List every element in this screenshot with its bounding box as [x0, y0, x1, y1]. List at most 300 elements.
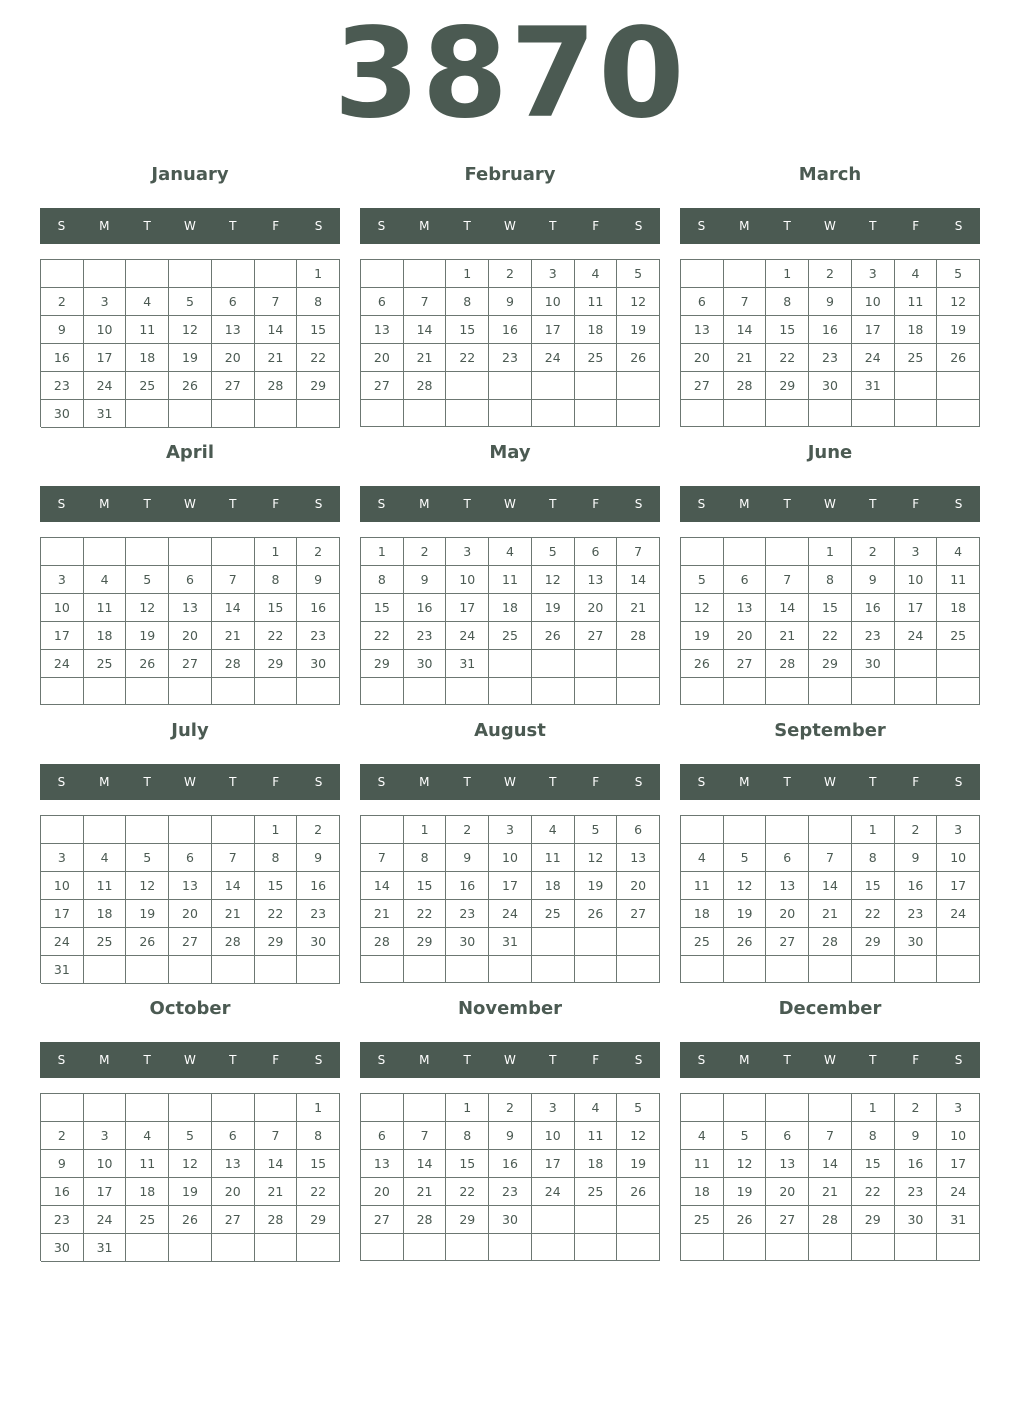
day-cell [575, 678, 618, 705]
day-cell: 7 [255, 1122, 298, 1150]
day-cell: 19 [575, 872, 618, 900]
day-cell [126, 260, 169, 288]
day-cell [361, 956, 404, 983]
day-cell: 3 [489, 816, 532, 844]
day-cell: 13 [361, 1150, 404, 1178]
day-cell: 16 [489, 1150, 532, 1178]
day-cell: 18 [937, 594, 980, 622]
day-cell: 1 [809, 538, 852, 566]
day-cell: 2 [41, 288, 84, 316]
weekday-header [680, 208, 980, 244]
weekday-label: W [504, 219, 516, 233]
day-cell [575, 956, 618, 983]
day-cell: 9 [895, 844, 938, 872]
weekday-label: F [592, 775, 600, 789]
weekday-label: F [272, 497, 280, 511]
day-cell [255, 400, 298, 428]
day-cell: 16 [41, 344, 84, 372]
day-cell: 28 [617, 622, 660, 650]
month-june [680, 438, 980, 708]
day-cell: 14 [766, 594, 809, 622]
day-cell: 10 [41, 872, 84, 900]
day-cell: 27 [766, 928, 809, 956]
day-cell: 17 [532, 1150, 575, 1178]
day-grid [360, 537, 660, 705]
day-cell [532, 1234, 575, 1261]
day-cell: 24 [84, 1206, 127, 1234]
day-cell [532, 372, 575, 400]
day-cell: 12 [169, 1150, 212, 1178]
day-cell: 27 [212, 1206, 255, 1234]
weekday-label: T [869, 219, 877, 233]
day-cell [212, 260, 255, 288]
day-cell: 2 [895, 816, 938, 844]
weekday-label: F [272, 775, 280, 789]
day-cell [617, 372, 660, 400]
day-cell: 23 [404, 622, 447, 650]
day-cell [361, 678, 404, 705]
weekday-label: T [869, 497, 877, 511]
month-july [40, 716, 340, 986]
day-cell: 29 [297, 1206, 340, 1234]
day-cell: 18 [126, 344, 169, 372]
day-cell: 3 [895, 538, 938, 566]
weekday-label: T [549, 1053, 557, 1067]
day-cell: 24 [895, 622, 938, 650]
day-cell: 26 [724, 1206, 767, 1234]
month-name: January [151, 164, 229, 185]
day-cell: 15 [852, 872, 895, 900]
weekday-header [680, 764, 980, 800]
weekday-label: S [697, 219, 706, 233]
day-cell: 2 [809, 260, 852, 288]
day-cell [852, 1234, 895, 1261]
day-cell [255, 956, 298, 984]
day-cell: 16 [809, 316, 852, 344]
day-cell [169, 260, 212, 288]
day-cell [575, 400, 618, 427]
day-cell: 3 [84, 288, 127, 316]
day-cell [937, 372, 980, 400]
weekday-label: F [272, 219, 280, 233]
day-cell: 18 [532, 872, 575, 900]
weekday-label: S [57, 497, 66, 511]
day-cell: 29 [297, 372, 340, 400]
weekday-label: M [419, 1053, 430, 1067]
day-cell: 1 [255, 538, 298, 566]
day-cell: 27 [724, 650, 767, 678]
day-grid [680, 537, 980, 705]
day-cell: 5 [169, 1122, 212, 1150]
day-cell: 21 [809, 1178, 852, 1206]
weekday-label: W [504, 1053, 516, 1067]
day-cell: 30 [809, 372, 852, 400]
weekday-header [360, 1042, 660, 1078]
day-cell: 27 [766, 1206, 809, 1234]
weekday-label: T [463, 775, 471, 789]
day-cell: 27 [169, 650, 212, 678]
day-cell: 19 [169, 344, 212, 372]
day-cell [169, 1234, 212, 1262]
day-grid [360, 259, 660, 427]
day-cell: 21 [404, 344, 447, 372]
day-cell: 26 [617, 344, 660, 372]
weekday-label: W [184, 219, 196, 233]
day-cell [766, 1094, 809, 1122]
day-cell: 11 [681, 872, 724, 900]
day-cell: 28 [212, 928, 255, 956]
day-cell: 30 [446, 928, 489, 956]
day-cell [681, 678, 724, 705]
weekday-label: T [229, 497, 237, 511]
day-cell: 22 [446, 1178, 489, 1206]
day-cell: 31 [41, 956, 84, 984]
weekday-label: F [592, 497, 600, 511]
day-cell [404, 400, 447, 427]
day-cell: 8 [255, 844, 298, 872]
day-cell [681, 260, 724, 288]
day-cell: 14 [724, 316, 767, 344]
day-cell: 17 [84, 344, 127, 372]
day-cell: 2 [297, 538, 340, 566]
day-cell [126, 816, 169, 844]
day-cell: 12 [937, 288, 980, 316]
day-cell [84, 956, 127, 984]
day-cell: 30 [895, 1206, 938, 1234]
day-cell: 9 [489, 1122, 532, 1150]
day-cell [809, 1234, 852, 1261]
day-cell: 9 [446, 844, 489, 872]
day-cell: 21 [809, 900, 852, 928]
day-grid [360, 815, 660, 983]
day-cell: 25 [575, 1178, 618, 1206]
weekday-label: M [99, 497, 110, 511]
weekday-label: M [739, 775, 750, 789]
day-cell: 15 [446, 1150, 489, 1178]
day-cell: 23 [895, 900, 938, 928]
day-cell: 21 [617, 594, 660, 622]
month-name: May [489, 442, 531, 463]
day-cell [212, 816, 255, 844]
day-cell [169, 1094, 212, 1122]
day-cell: 28 [404, 372, 447, 400]
weekday-label: M [99, 219, 110, 233]
day-cell [361, 400, 404, 427]
day-cell: 29 [852, 1206, 895, 1234]
day-cell: 6 [361, 1122, 404, 1150]
day-cell [212, 400, 255, 428]
weekday-label: M [739, 497, 750, 511]
weekday-label: S [634, 497, 643, 511]
day-cell [446, 678, 489, 705]
day-cell: 25 [126, 1206, 169, 1234]
day-cell: 16 [895, 1150, 938, 1178]
day-cell [532, 400, 575, 427]
day-grid [360, 1093, 660, 1261]
day-cell: 12 [126, 872, 169, 900]
day-cell: 26 [169, 1206, 212, 1234]
day-cell [212, 678, 255, 705]
day-cell [724, 1234, 767, 1261]
weekday-label: T [549, 775, 557, 789]
day-cell: 11 [84, 594, 127, 622]
day-cell: 15 [809, 594, 852, 622]
day-cell: 12 [126, 594, 169, 622]
day-cell: 9 [41, 316, 84, 344]
day-cell [617, 928, 660, 956]
day-cell: 19 [724, 1178, 767, 1206]
month-name: November [457, 998, 563, 1019]
day-cell: 22 [255, 622, 298, 650]
day-cell: 11 [575, 288, 618, 316]
day-cell [446, 400, 489, 427]
day-cell: 12 [724, 1150, 767, 1178]
day-cell [895, 678, 938, 705]
day-cell: 29 [446, 1206, 489, 1234]
day-cell: 28 [766, 650, 809, 678]
day-cell [169, 400, 212, 428]
day-cell: 10 [84, 316, 127, 344]
day-cell: 1 [297, 260, 340, 288]
day-cell: 16 [895, 872, 938, 900]
month-name: June [807, 442, 853, 463]
day-cell [852, 400, 895, 427]
day-cell [41, 816, 84, 844]
day-cell: 31 [84, 1234, 127, 1262]
weekday-label: S [634, 1053, 643, 1067]
day-cell: 27 [212, 372, 255, 400]
day-cell: 9 [895, 1122, 938, 1150]
day-cell: 12 [575, 844, 618, 872]
day-cell: 28 [255, 372, 298, 400]
day-cell [212, 538, 255, 566]
day-cell: 4 [575, 1094, 618, 1122]
day-cell: 4 [681, 844, 724, 872]
day-cell: 6 [617, 816, 660, 844]
day-cell [937, 928, 980, 956]
month-name: February [464, 164, 556, 185]
weekday-label: M [99, 775, 110, 789]
day-cell: 3 [532, 260, 575, 288]
weekday-label: F [912, 1053, 920, 1067]
day-cell: 19 [724, 900, 767, 928]
day-cell: 15 [297, 316, 340, 344]
day-cell [617, 678, 660, 705]
day-cell: 28 [809, 1206, 852, 1234]
day-cell [126, 538, 169, 566]
day-cell [404, 1234, 447, 1261]
day-cell [84, 260, 127, 288]
day-cell: 29 [809, 650, 852, 678]
day-cell: 22 [255, 900, 298, 928]
day-cell [895, 372, 938, 400]
day-cell: 27 [575, 622, 618, 650]
day-cell: 26 [126, 928, 169, 956]
weekday-label: S [377, 1053, 386, 1067]
month-october [40, 994, 340, 1264]
day-cell: 20 [169, 900, 212, 928]
day-cell: 20 [169, 622, 212, 650]
day-cell [212, 1234, 255, 1262]
weekday-label: W [504, 497, 516, 511]
day-cell [681, 538, 724, 566]
day-cell: 30 [297, 928, 340, 956]
day-cell: 13 [681, 316, 724, 344]
day-grid [680, 259, 980, 427]
year-title: 3870 [333, 2, 687, 146]
day-cell [532, 650, 575, 678]
day-cell: 26 [575, 900, 618, 928]
day-cell: 18 [681, 1178, 724, 1206]
day-cell [724, 1094, 767, 1122]
day-cell: 7 [212, 844, 255, 872]
day-cell: 15 [361, 594, 404, 622]
day-cell: 23 [297, 622, 340, 650]
day-cell [255, 1094, 298, 1122]
day-cell: 20 [681, 344, 724, 372]
day-cell: 16 [41, 1178, 84, 1206]
day-cell: 24 [41, 928, 84, 956]
day-cell [617, 650, 660, 678]
day-cell: 7 [361, 844, 404, 872]
day-cell: 22 [361, 622, 404, 650]
day-cell: 22 [297, 1178, 340, 1206]
day-cell: 19 [169, 1178, 212, 1206]
day-cell: 5 [126, 844, 169, 872]
weekday-label: T [229, 219, 237, 233]
day-cell [446, 372, 489, 400]
day-cell: 8 [446, 1122, 489, 1150]
day-grid [40, 815, 340, 983]
weekday-label: S [697, 1053, 706, 1067]
day-cell: 17 [937, 872, 980, 900]
day-cell: 28 [361, 928, 404, 956]
day-cell: 23 [489, 344, 532, 372]
weekday-label: T [869, 775, 877, 789]
weekday-label: W [824, 219, 836, 233]
day-cell [575, 650, 618, 678]
day-cell [41, 678, 84, 705]
weekday-label: F [912, 775, 920, 789]
day-cell: 1 [255, 816, 298, 844]
day-cell [809, 816, 852, 844]
weekday-label: S [57, 219, 66, 233]
day-cell [575, 928, 618, 956]
day-cell: 6 [724, 566, 767, 594]
weekday-label: S [697, 497, 706, 511]
weekday-label: S [314, 497, 323, 511]
weekday-label: T [549, 497, 557, 511]
month-name: April [165, 442, 215, 463]
month-november [360, 994, 660, 1264]
day-cell: 14 [255, 1150, 298, 1178]
day-cell: 11 [895, 288, 938, 316]
day-cell [766, 956, 809, 983]
day-cell [361, 816, 404, 844]
day-cell: 3 [532, 1094, 575, 1122]
day-cell [361, 1094, 404, 1122]
day-cell: 24 [489, 900, 532, 928]
month-name: December [778, 998, 882, 1019]
weekday-label: S [314, 775, 323, 789]
day-cell: 17 [489, 872, 532, 900]
day-grid [40, 537, 340, 705]
weekday-label: S [377, 219, 386, 233]
day-cell: 17 [937, 1150, 980, 1178]
day-cell [617, 1234, 660, 1261]
day-cell: 21 [404, 1178, 447, 1206]
day-cell [126, 956, 169, 984]
weekday-label: M [419, 497, 430, 511]
day-cell: 5 [724, 1122, 767, 1150]
day-cell: 16 [446, 872, 489, 900]
day-cell: 21 [212, 622, 255, 650]
day-cell: 2 [852, 538, 895, 566]
day-cell [937, 678, 980, 705]
day-cell: 8 [297, 1122, 340, 1150]
day-cell [169, 956, 212, 984]
weekday-label: M [419, 775, 430, 789]
weekday-label: W [824, 497, 836, 511]
day-cell: 29 [404, 928, 447, 956]
day-cell [766, 816, 809, 844]
day-cell: 27 [681, 372, 724, 400]
day-cell: 8 [361, 566, 404, 594]
weekday-label: S [314, 1053, 323, 1067]
day-cell: 2 [489, 260, 532, 288]
weekday-label: M [739, 1053, 750, 1067]
day-cell: 15 [446, 316, 489, 344]
month-december [680, 994, 980, 1264]
day-cell: 2 [489, 1094, 532, 1122]
day-cell [404, 956, 447, 983]
day-cell: 18 [575, 1150, 618, 1178]
day-cell [766, 1234, 809, 1261]
day-cell: 18 [84, 622, 127, 650]
day-cell: 31 [489, 928, 532, 956]
day-cell: 18 [489, 594, 532, 622]
month-august [360, 716, 660, 986]
day-cell: 23 [895, 1178, 938, 1206]
day-cell [681, 1094, 724, 1122]
day-cell [681, 956, 724, 983]
day-cell: 5 [724, 844, 767, 872]
day-cell: 1 [766, 260, 809, 288]
day-cell: 10 [489, 844, 532, 872]
day-cell: 27 [169, 928, 212, 956]
day-cell: 13 [361, 316, 404, 344]
day-cell [575, 372, 618, 400]
day-cell [297, 956, 340, 984]
day-cell: 18 [681, 900, 724, 928]
weekday-label: T [783, 219, 791, 233]
day-cell: 4 [937, 538, 980, 566]
day-cell [489, 650, 532, 678]
weekday-header [680, 1042, 980, 1078]
day-cell [126, 678, 169, 705]
day-cell [532, 678, 575, 705]
day-cell: 24 [532, 1178, 575, 1206]
weekday-label: T [229, 775, 237, 789]
day-cell: 7 [809, 844, 852, 872]
weekday-label: W [184, 1053, 196, 1067]
day-cell: 31 [937, 1206, 980, 1234]
day-cell [575, 1234, 618, 1261]
day-cell: 14 [809, 872, 852, 900]
month-may [360, 438, 660, 708]
weekday-label: W [504, 775, 516, 789]
day-cell: 29 [766, 372, 809, 400]
